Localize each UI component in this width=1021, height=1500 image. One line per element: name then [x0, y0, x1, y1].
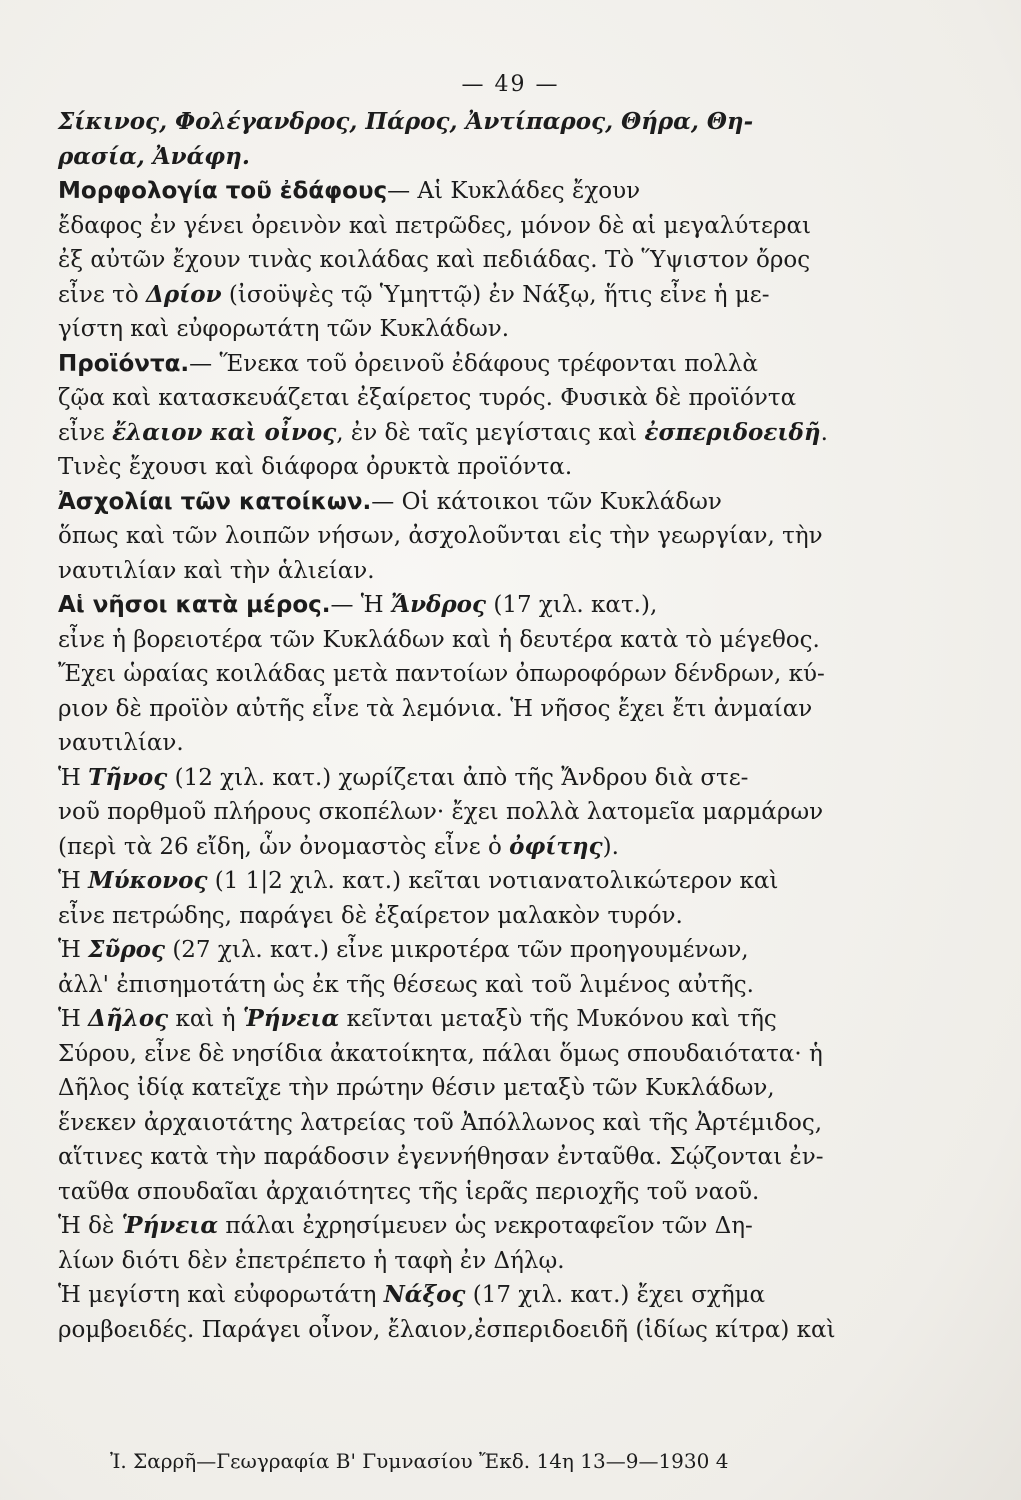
text-line — [58, 174, 880, 209]
text-line — [58, 416, 880, 451]
text-run: — Ἕνεκα τοῦ ὀρεινοῦ ἐδάφους τρέφονται πολλὰ — [189, 350, 758, 377]
text-run: εἶνε ἡ βορειοτέρα τῶν Κυκλάδων καὶ ἡ δευτέρα κατὰ τὸ μέγεθος. — [58, 626, 820, 653]
text-line — [58, 519, 880, 554]
place-name: Δῆλος — [88, 1005, 169, 1032]
text-line — [58, 1244, 880, 1279]
text-run: (ἰσοϋψὲς τῷ Ὑμηττῷ) ἐν Νάξῳ, ἥτις εἶνε ἡ με- — [221, 281, 770, 308]
body-text — [58, 105, 880, 1347]
text-run: Ἡ — [58, 868, 89, 894]
text-run: γίστη καὶ εὐφορωτάτη τῶν Κυκλάδων. — [58, 316, 510, 342]
text-run: (περὶ τὰ 26 εἴδη, ὧν ὀνομαστὸς εἶνε ὁ — [58, 833, 510, 860]
text-run: . — [820, 419, 828, 446]
section-heading: Ἀσχολίαι τῶν κατοίκων. — [58, 488, 372, 515]
text-run: Ἔχει ὡραίας κοιλάδας μετὰ παντοίων ὀπωροφόρων δένδρων, κύ- — [58, 661, 825, 687]
text-run: πάλαι ἐχρησίμευεν ὡς νεκροταφεῖον τῶν Δη- — [218, 1213, 753, 1239]
text-line — [58, 657, 880, 692]
text-line — [58, 968, 880, 1003]
text-line — [58, 830, 880, 865]
text-run: Ἡ μεγίστη καὶ εὐφορωτάτη — [58, 1282, 384, 1308]
section-heading: Προϊόντα. — [58, 350, 190, 377]
text-run: — Ἡ — [330, 592, 391, 618]
text-run: Σύρου, εἶνε δὲ νησίδια ἀκατοίκητα, πάλαι ὅμως σπουδαιότατα· ἡ — [58, 1040, 823, 1067]
text-run: ναυτιλίαν καὶ τὴν ἁλιείαν. — [58, 557, 375, 584]
section-heading: Αἱ νῆσοι κατὰ μέρος. — [58, 592, 331, 618]
text-run: Τινὲς ἔχουσι καὶ διάφορα ὀρυκτὰ προϊόντα. — [58, 454, 573, 480]
text-line — [58, 1002, 880, 1037]
text-line — [58, 278, 880, 313]
text-run: — Αἱ Κυκλάδες ἔχουν — [387, 178, 641, 204]
text-line — [58, 795, 880, 830]
text-run: — Οἱ κάτοικοι τῶν Κυκλάδων — [371, 488, 722, 515]
text-line — [58, 1037, 880, 1072]
text-run: ὅπως καὶ τῶν λοιπῶν νήσων, ἀσχολοῦνται εἰς τὴν γεωργίαν, τὴν — [58, 523, 823, 549]
text-run: ζῷα καὶ κατασκευάζεται ἐξαίρετος τυρός. Φυσικὰ δὲ προϊόντα — [58, 385, 797, 411]
text-line — [58, 485, 880, 520]
text-line — [58, 450, 880, 485]
text-run: ρομβοειδές. Παράγει οἶνον, ἔλαιον,ἐσπεριδοειδῆ (ἰδίως κίτρα) καὶ — [58, 1316, 836, 1343]
text-run: (1 1|2 χιλ. κατ.) κεῖται νοτιανατολικώτερον καὶ — [207, 868, 779, 894]
text-run: ). — [602, 833, 619, 860]
text-run: εἶνε — [58, 419, 113, 446]
place-name: Τῆνος — [88, 763, 168, 791]
place-name: Σῦρος — [88, 936, 166, 963]
text-line — [58, 1209, 880, 1244]
place-name: Ἄνδρος — [390, 591, 487, 618]
text-line — [58, 312, 880, 347]
text-line — [58, 1313, 880, 1348]
text-run: ἔδαφος ἐν γένει ὀρεινὸν καὶ πετρῶδες, μόνον δὲ αἱ μεγαλύτεραι — [58, 212, 812, 239]
text-run: ἕνεκεν ἀρχαιοτάτης λατρείας τοῦ Ἀπόλλωνος καὶ τῆς Ἀρτέμιδος, — [58, 1109, 823, 1136]
section-heading: Μορφολογία τοῦ ἐδάφους — [58, 178, 388, 204]
text-run: (27 χιλ. κατ.) εἶνε μικροτέρα τῶν προηγουμένων, — [165, 937, 749, 963]
text-run: λίων διότι δὲν ἐπετρέπετο ἡ ταφὴ ἐν Δήλῳ. — [58, 1247, 565, 1274]
text-run: ἐξ αὐτῶν ἔχουν τινὰς κοιλάδας καὶ πεδιάδας. Τὸ Ὕψιστον ὄρος — [58, 247, 811, 273]
place-name: ρασία, Ἀνάφη. — [58, 142, 250, 170]
text-line — [58, 105, 880, 140]
text-line — [58, 554, 880, 589]
text-run: εἶνε πετρώδης, παράγει δὲ ἐξαίρετον μαλακὸν τυρόν. — [58, 902, 683, 929]
text-line — [58, 726, 880, 761]
text-line — [58, 692, 880, 727]
text-line — [58, 1106, 880, 1141]
text-run: , ἐν δὲ ταῖς μεγίσταις καὶ — [336, 419, 645, 446]
page-footer: Ἰ. Σαρρῆ—Γεωγραφία Β' Γυμνασίου Ἔκδ. 14η 13—9—1930 4 — [110, 1449, 729, 1473]
text-line — [58, 933, 880, 968]
text-run: ναυτιλίαν. — [58, 730, 184, 756]
text-run: Ἡ — [58, 764, 89, 791]
text-line — [58, 381, 880, 416]
text-line — [58, 140, 880, 175]
text-line — [58, 1140, 880, 1175]
place-name: ἔλαιον καὶ οἶνος — [112, 418, 337, 446]
text-line — [58, 864, 880, 899]
text-run: Ἡ — [58, 937, 89, 963]
text-line — [58, 1071, 880, 1106]
text-line — [58, 347, 880, 382]
place-name: Δρίον — [146, 280, 222, 308]
place-name: ἐσπεριδοειδῆ — [644, 418, 821, 446]
text-run: καὶ ἡ — [168, 1006, 243, 1032]
place-name: Νάξος — [383, 1281, 466, 1308]
text-line — [58, 623, 880, 658]
text-run: νοῦ πορθμοῦ πλήρους σκοπέλων· ἔχει πολλὰ λατομεῖα μαρμάρων — [58, 799, 824, 825]
page-number: — 49 — — [461, 72, 560, 97]
place-name: ὀφίτης — [509, 832, 603, 860]
text-run: κεῖνται μεταξὺ τῆς Μυκόνου καὶ τῆς — [339, 1006, 777, 1032]
text-run: Ἡ δὲ — [58, 1213, 122, 1239]
text-line — [58, 209, 880, 244]
text-run: (12 χιλ. κατ.) χωρίζεται ἀπὸ τῆς Ἄνδρου διὰ στε- — [167, 764, 749, 791]
text-run: ἀλλ' ἐπισημοτάτη ὡς ἐκ τῆς θέσεως καὶ τοῦ λιμένος αὐτῆς. — [58, 971, 754, 998]
text-run: (17 χιλ. κατ.), — [486, 592, 658, 618]
text-line — [58, 761, 880, 796]
text-run: εἶνε τὸ — [58, 281, 147, 308]
place-name: Ῥήνεια — [121, 1212, 219, 1239]
text-run: Δῆλος ἰδίᾳ κατεῖχε τὴν πρώτην θέσιν μεταξὺ τῶν Κυκλάδων, — [58, 1075, 775, 1101]
place-name: Ῥήνεια — [242, 1005, 340, 1032]
place-name: Σίκινος, Φολέγανδρος, Πάρος, Ἀντίπαρος, Θήρα, Θη- — [58, 108, 754, 135]
text-line — [58, 1278, 880, 1313]
text-line — [58, 899, 880, 934]
text-line — [58, 1175, 880, 1210]
text-run: ταῦθα σπουδαῖαι ἀρχαιότητες τῆς ἱερᾶς περιοχῆς τοῦ ναοῦ. — [58, 1178, 760, 1205]
place-name: Μύκονος — [88, 867, 208, 894]
text-line — [58, 588, 880, 623]
text-run: Ἡ — [58, 1006, 89, 1032]
text-run: (17 χιλ. κατ.) ἔχει σχῆμα — [465, 1282, 766, 1308]
text-line — [58, 243, 880, 278]
text-run: αἵτινες κατὰ τὴν παράδοσιν ἐγεννήθησαν ἐνταῦθα. Σῴζονται ἐν- — [58, 1144, 824, 1170]
text-run: ριον δὲ προϊὸν αὐτῆς εἶνε τὰ λεμόνια. Ἡ νῆσος ἔχει ἔτι ἀνμαίαν — [58, 695, 813, 722]
